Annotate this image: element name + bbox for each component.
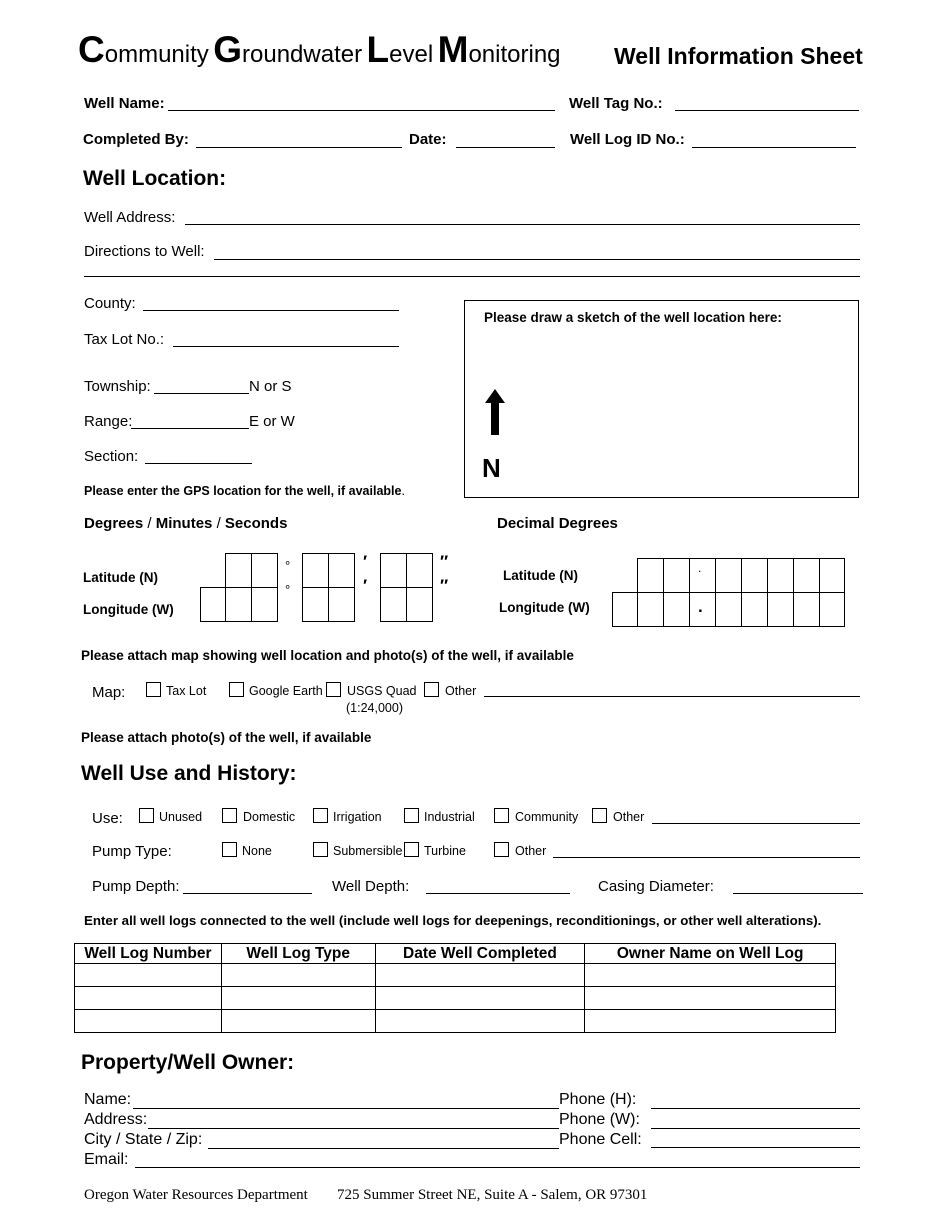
map-other-field[interactable]	[484, 696, 860, 697]
range-suffix: E or W	[249, 413, 295, 430]
use-unused-label: Unused	[159, 810, 203, 824]
gps-note-period: .	[401, 484, 405, 498]
dec-latitude-divider	[663, 558, 664, 593]
dms-heading	[84, 515, 287, 532]
phone-cell-field[interactable]	[651, 1147, 860, 1148]
dec-longitude-divider	[741, 592, 742, 627]
township-suffix: N or S	[249, 378, 292, 395]
owner-email-field[interactable]	[135, 1167, 860, 1168]
use-unused-checkbox[interactable]	[139, 808, 154, 823]
owner-city-state-zip-label: City / State / Zip:	[84, 1131, 203, 1148]
title-letter-m: M	[437, 29, 469, 70]
use-label: Use:	[92, 810, 123, 827]
date-label: Date:	[409, 131, 447, 148]
lon-second-symbol: ″	[440, 576, 449, 595]
page-title	[78, 28, 561, 80]
owner-name-label: Name:	[84, 1091, 132, 1108]
table-row	[75, 964, 836, 987]
phone-h-label: Phone (H):	[559, 1091, 637, 1108]
dec-longitude-divider	[819, 592, 820, 627]
title-word-groundwater: roundwater	[242, 41, 363, 68]
well-log-table	[74, 943, 836, 1033]
table-cell[interactable]	[75, 1010, 222, 1033]
dec-longitude-divider	[637, 592, 638, 627]
use-domestic-label: Domestic	[243, 810, 296, 824]
dms-latitude-label: Latitude (N)	[83, 570, 158, 585]
title-letter-c: C	[78, 29, 105, 70]
dec-latitude-divider	[689, 558, 690, 593]
table-row	[75, 987, 836, 1010]
directions-field[interactable]	[214, 259, 860, 260]
map-tax-lot-label: Tax Lot	[166, 684, 207, 698]
dec-latitude-divider	[741, 558, 742, 593]
page-subtitle: Well Information Sheet	[614, 43, 863, 69]
map-label: Map:	[92, 684, 126, 701]
title-word-community: ommunity	[104, 41, 209, 68]
sketch-label: Please draw a sketch of the well location here:	[484, 310, 782, 325]
north-label: N	[482, 453, 501, 483]
casing-diameter-label: Casing Diameter:	[598, 878, 714, 895]
pump-type-label: Pump Type:	[92, 843, 172, 860]
footer-agency: Oregon Water Resources Department	[84, 1187, 308, 1203]
well-name-field[interactable]	[168, 110, 555, 111]
table-cell[interactable]	[221, 1010, 375, 1033]
completed-by-label: Completed By:	[83, 131, 189, 148]
logs-note: Enter all well logs connected to the well (include well logs for deepenings, reconditionings, or other well alterations).	[84, 913, 822, 928]
pump-other-label: Other	[515, 844, 547, 858]
well-use-heading: Well Use and History:	[81, 762, 297, 785]
lon-degrees-divider-1	[225, 587, 226, 622]
pump-other-field[interactable]	[553, 857, 860, 858]
title-word-level: evel	[389, 41, 434, 68]
photo-note: Please attach photo(s) of the well, if available	[81, 730, 372, 745]
dec-latitude-divider	[793, 558, 794, 593]
tax-lot-field[interactable]	[173, 346, 399, 347]
well-address-field[interactable]	[185, 224, 860, 225]
dec-longitude-divider	[793, 592, 794, 627]
casing-diameter-field[interactable]	[733, 893, 863, 894]
owner-name-field[interactable]	[133, 1108, 559, 1109]
sketch-box[interactable]	[464, 300, 859, 498]
use-community-label: Community	[515, 810, 579, 824]
table-row	[75, 1010, 836, 1033]
title-letter-l: L	[366, 29, 390, 70]
map-attach-note: Please attach map showing well location and photo(s) of the well, if available	[81, 648, 574, 663]
lat-minutes-divider	[328, 553, 329, 588]
pump-turbine-label: Turbine	[424, 844, 466, 858]
well-depth-field[interactable]	[426, 893, 570, 894]
range-label: Range:	[84, 413, 133, 430]
dec-latitude-dot: .	[698, 561, 702, 575]
section-field[interactable]	[145, 463, 252, 464]
lat-second-symbol: ″	[440, 552, 449, 571]
section-label: Section:	[84, 448, 139, 465]
gps-note	[84, 484, 405, 498]
map-google-earth-checkbox[interactable]	[229, 682, 244, 697]
lon-degrees-divider-2	[251, 587, 252, 622]
title-word-monitoring: onitoring	[468, 41, 561, 68]
well-log-id-field[interactable]	[692, 147, 856, 148]
phone-w-field[interactable]	[651, 1128, 860, 1129]
dms-longitude-label: Longitude (W)	[83, 602, 174, 617]
pump-turbine-checkbox[interactable]	[404, 842, 419, 857]
map-other-label: Other	[445, 684, 477, 698]
dec-longitude-divider	[715, 592, 716, 627]
county-label: County:	[84, 295, 136, 312]
decimal-degrees-heading: Decimal Degrees	[497, 515, 618, 532]
table-cell[interactable]	[75, 987, 222, 1010]
well-log-id-label: Well Log ID No.:	[570, 131, 685, 148]
completed-by-field[interactable]	[196, 147, 402, 148]
dec-longitude-dot: .	[698, 597, 703, 616]
dec-latitude-divider	[819, 558, 820, 593]
dms-seconds-label: Seconds	[224, 515, 288, 532]
table-cell[interactable]	[585, 1010, 836, 1033]
tax-lot-label: Tax Lot No.:	[84, 331, 165, 348]
pump-submersible-checkbox[interactable]	[313, 842, 328, 857]
table-cell[interactable]	[585, 987, 836, 1010]
well-address-label: Well Address:	[84, 209, 176, 226]
owner-address-label: Address:	[84, 1111, 148, 1128]
table-cell[interactable]	[585, 964, 836, 987]
dec-longitude-box[interactable]	[612, 592, 845, 627]
dec-longitude-divider	[767, 592, 768, 627]
well-depth-label: Well Depth:	[332, 878, 410, 895]
use-irrigation-label: Irrigation	[333, 810, 382, 824]
dms-minutes-label: Minutes	[155, 515, 213, 532]
dec-longitude-divider	[663, 592, 664, 627]
phone-cell-label: Phone Cell:	[559, 1131, 642, 1148]
township-field[interactable]	[154, 393, 249, 394]
owner-email-label: Email:	[84, 1151, 129, 1168]
use-industrial-label: Industrial	[424, 810, 475, 824]
use-other-label: Other	[613, 810, 645, 824]
lat-minute-symbol: ′	[363, 552, 368, 571]
map-usgs-quad-label: USGS Quad	[347, 684, 417, 698]
footer-address: 725 Summer Street NE, Suite A - Salem, OR 97301	[337, 1187, 648, 1203]
directions-label: Directions to Well:	[84, 243, 205, 260]
county-field[interactable]	[143, 310, 399, 311]
well-name-label: Well Name:	[84, 95, 165, 112]
table-cell[interactable]	[221, 964, 375, 987]
map-other-checkbox[interactable]	[424, 682, 439, 697]
lon-minute-symbol: ′	[363, 576, 368, 595]
lon-degree-symbol: °	[285, 582, 291, 597]
pump-other-checkbox[interactable]	[494, 842, 509, 857]
col-header-log-type: Well Log Type	[221, 944, 375, 964]
date-field[interactable]	[456, 147, 555, 148]
pump-depth-label: Pump Depth:	[92, 878, 180, 895]
use-industrial-checkbox[interactable]	[404, 808, 419, 823]
lon-degrees-box[interactable]	[200, 587, 278, 622]
lat-degree-symbol: °	[285, 558, 291, 573]
table-cell[interactable]	[75, 964, 222, 987]
dms-slash-2: /	[216, 515, 221, 532]
phone-h-field[interactable]	[651, 1108, 860, 1109]
dec-latitude-divider	[767, 558, 768, 593]
dec-latitude-divider	[715, 558, 716, 593]
owner-city-state-zip-field[interactable]	[208, 1148, 559, 1149]
township-label: Township:	[84, 378, 151, 395]
map-usgs-scale: (1:24,000)	[346, 701, 403, 715]
map-tax-lot-checkbox[interactable]	[146, 682, 161, 697]
table-cell[interactable]	[375, 1010, 585, 1033]
dec-latitude-label: Latitude (N)	[503, 568, 578, 583]
lat-degrees-divider	[251, 553, 252, 588]
phone-w-label: Phone (W):	[559, 1111, 640, 1128]
owner-heading: Property/Well Owner:	[81, 1051, 295, 1074]
pump-depth-field[interactable]	[183, 893, 312, 894]
use-other-field[interactable]	[652, 823, 860, 824]
pump-submersible-label: Submersible	[333, 844, 403, 858]
table-header-row	[75, 944, 836, 964]
map-usgs-quad-checkbox[interactable]	[326, 682, 341, 697]
table-cell[interactable]	[375, 964, 585, 987]
table-cell[interactable]	[221, 987, 375, 1010]
owner-address-field[interactable]	[148, 1128, 559, 1129]
map-google-earth-label: Google Earth	[249, 684, 323, 698]
dms-slash-1: /	[147, 515, 152, 532]
title-letter-g: G	[213, 29, 242, 70]
table-cell[interactable]	[375, 987, 585, 1010]
north-arrow-icon	[484, 389, 506, 437]
dms-degrees-label: Degrees	[84, 515, 144, 532]
well-tag-label: Well Tag No.:	[569, 95, 663, 112]
dec-longitude-label: Longitude (W)	[499, 600, 590, 615]
dec-longitude-divider	[689, 592, 690, 627]
pump-none-checkbox[interactable]	[222, 842, 237, 857]
col-header-log-number: Well Log Number	[75, 944, 222, 964]
pump-none-label: None	[242, 844, 272, 858]
range-field[interactable]	[131, 428, 249, 429]
gps-note-text: Please enter the GPS location for the well, if available	[84, 484, 402, 498]
col-header-owner-name: Owner Name on Well Log	[585, 944, 836, 964]
use-community-checkbox[interactable]	[494, 808, 509, 823]
well-location-heading: Well Location:	[83, 167, 227, 190]
use-other-checkbox[interactable]	[592, 808, 607, 823]
use-irrigation-checkbox[interactable]	[313, 808, 328, 823]
lat-seconds-divider	[406, 553, 407, 588]
directions-field-line-2[interactable]	[84, 276, 860, 277]
lon-seconds-divider	[406, 587, 407, 622]
well-tag-field[interactable]	[675, 110, 859, 111]
lon-minutes-divider	[328, 587, 329, 622]
use-domestic-checkbox[interactable]	[222, 808, 237, 823]
col-header-date-completed: Date Well Completed	[375, 944, 585, 964]
